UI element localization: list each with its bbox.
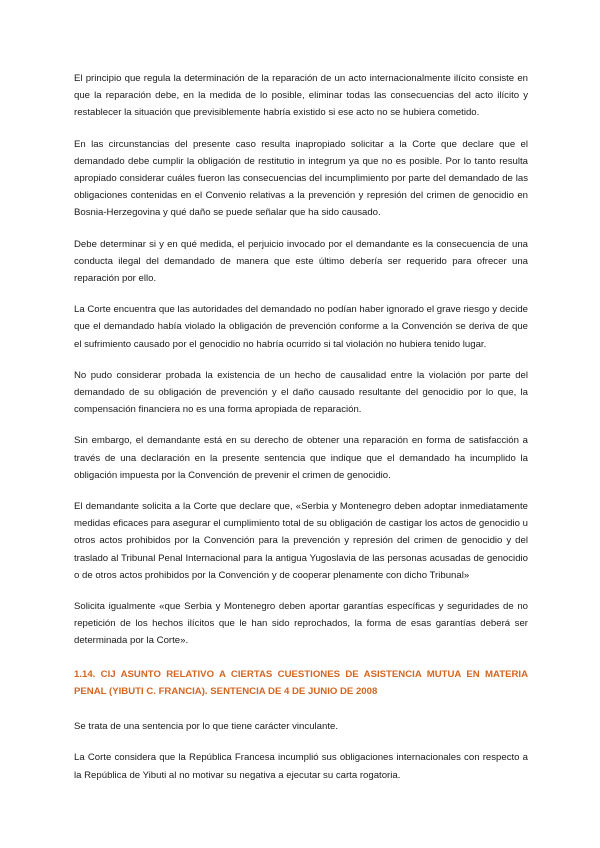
paragraph-determine-damage: Debe determinar si y en qué medida, el perjuicio invocado por el demandante es la consecuencia de una conducta ilegal del demandado de manera que este último debería ser requerido para ofrecer una reparación por ello. bbox=[74, 238, 528, 285]
paragraph-guarantees: Solicita igualmente «que Serbia y Montenegro deben aportar garantías específicas y seguridades de no repetición de los hechos ilícitos que le han sido reprochados, la forma de esas garantías deberá ser determinada por la Corte». bbox=[74, 601, 528, 647]
paragraph-reparation-principle: El principio que regula la determinación de la reparación de un acto internacionalmente ilícito consiste en que la reparación debe, en la medida de lo posible, eliminar todas las consecuencias del acto ilícito y restablecer la situación que previsiblemente habría existido si ese acto no se hubiera cometido. bbox=[74, 73, 528, 119]
paragraph-applicant-request: El demandante solicita a la Corte que declare que, «Serbia y Montenegro deben adoptar inmediatamente medidas eficaces para asegurar el cumplimiento total de su obligación de castigar los actos de genocidio u otros actos prohibidos por la Convención para la prevención y represión del crimen de genocidio y del traslado al Tribunal Penal Internacional para la antigua Yugoslavia de las personas acusadas de genocidio o de otros actos prohibidos por la Convención y de cooperar plenamente con dicho Tribunal» bbox=[74, 501, 528, 581]
paragraph-court-finds: La Corte encuentra que las autoridades del demandado no podían haber ignorado el grave riesgo y decide que el demandado había violado la obligación de prevención conforme a la Convención se deriva de que el sufrimiento causado por el genocidio no habría ocurrido si tal violación no hubiera tenido lugar. bbox=[74, 304, 528, 350]
document-page bbox=[74, 70, 528, 798]
paragraph-circumstances: En las circunstancias del presente caso resulta inapropiado solicitar a la Corte que declare que el demandado debe cumplir la obligación de restitutio in integrum ya que no es posible. Por lo tanto resulta apropiado considerar cuáles fueron las consecuencias del incumplimiento por parte del demandado de las obligaciones contenidas en el Convenio relativas a la prevención y represión del crimen de genocidio en Bosnia-Herzegovina y qué daño se puede señalar que ha sido causado. bbox=[74, 138, 528, 219]
paragraph-causality: No pudo considerar probada la existencia de un hecho de causalidad entre la violación por parte del demandado de su obligación de prevención y el daño causado resultante del genocidio por lo que, la compensación financiera no es una forma apropiada de reparación. bbox=[74, 369, 528, 416]
paragraph-france-breach: La Corte considera que la República Francesa incumplió sus obligaciones internacionales con respecto a la República de Yibuti al no motivar su negativa a ejecutar su carta rogatoria. bbox=[74, 752, 528, 781]
section-heading: 1.14. CIJ ASUNTO RELATIVO A CIERTAS CUESTIONES DE ASISTENCIA MUTUA EN MATERIA PENAL (YIBUTI C. FRANCIA). SENTENCIA DE 4 DE JUNIO DE 2008 bbox=[74, 668, 528, 697]
paragraph-binding-judgment: Se trata de una sentencia por lo que tiene carácter vinculante. bbox=[74, 721, 338, 733]
paragraph-satisfaction: Sin embargo, el demandante está en su derecho de obtener una reparación en forma de satisfacción a través de una declaración en la presente sentencia que indique que el demandado ha incumplido la obligación impuesta por la Convención de prevenir el crimen de genocidio. bbox=[74, 435, 528, 481]
